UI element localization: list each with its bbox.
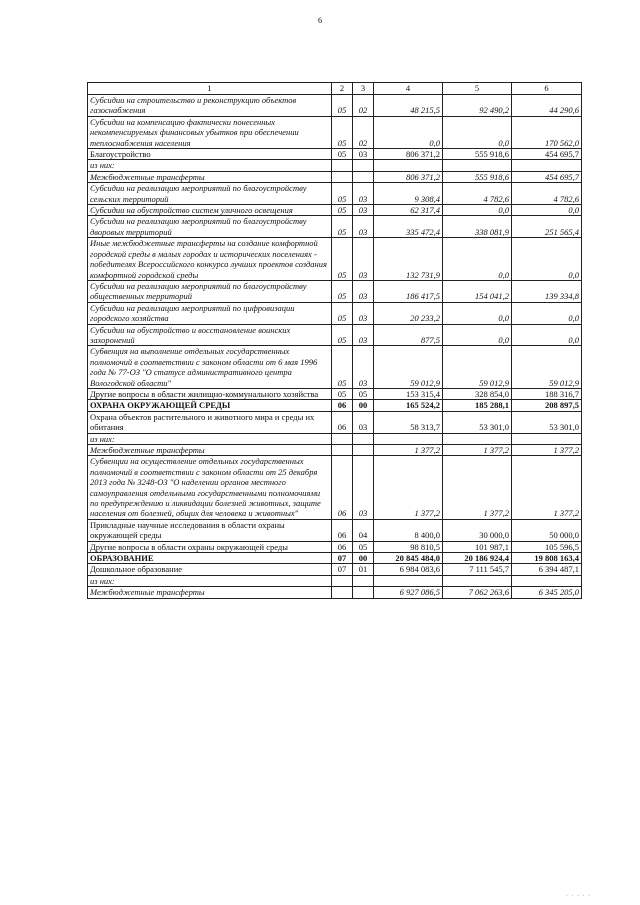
row-value-col-4: 132 731,9 xyxy=(374,238,443,281)
row-subsection-code: 03 xyxy=(353,216,374,238)
table-row xyxy=(88,238,582,281)
row-value-col-6: 454 695,7 xyxy=(512,171,582,182)
row-value-col-6: 0,0 xyxy=(512,302,582,324)
corner-mark: · · · · · xyxy=(566,893,591,899)
table-row xyxy=(88,116,582,148)
row-value-col-6: 251 565,4 xyxy=(512,216,582,238)
row-value-col-5: 7 111 545,7 xyxy=(443,564,512,575)
row-name: Охрана объектов растительного и животного мира и среды их обитания xyxy=(88,411,332,433)
row-value-col-5 xyxy=(443,575,512,586)
table-row xyxy=(88,302,582,324)
table-body xyxy=(88,95,582,599)
row-section-code: 05 xyxy=(332,116,353,148)
table-row xyxy=(88,587,582,598)
table-row xyxy=(88,433,582,444)
row-value-col-5 xyxy=(443,433,512,444)
row-value-col-6 xyxy=(512,575,582,586)
row-value-col-4: 8 400,0 xyxy=(374,519,443,541)
table-row xyxy=(88,216,582,238)
row-value-col-5: 555 918,6 xyxy=(443,149,512,160)
row-value-col-6: 188 316,7 xyxy=(512,388,582,399)
row-section-code: 06 xyxy=(332,519,353,541)
table-row xyxy=(88,346,582,389)
table-row xyxy=(88,205,582,216)
row-name: Другие вопросы в области охраны окружающей среды xyxy=(88,541,332,552)
row-name: Субсидии на строительство и реконструкцию объектов газоснабжения xyxy=(88,95,332,117)
table-row xyxy=(88,388,582,399)
row-value-col-6: 19 808 163,4 xyxy=(512,553,582,564)
row-name: Межбюджетные трансферты xyxy=(88,445,332,456)
row-name: из них: xyxy=(88,433,332,444)
row-value-col-6: 59 012,9 xyxy=(512,346,582,389)
row-section-code xyxy=(332,433,353,444)
row-section-code xyxy=(332,575,353,586)
row-value-col-4: 98 810,5 xyxy=(374,541,443,552)
table-row xyxy=(88,95,582,117)
table-row xyxy=(88,553,582,564)
row-subsection-code xyxy=(353,433,374,444)
row-value-col-6 xyxy=(512,160,582,171)
header-col-5: 5 xyxy=(443,83,512,95)
row-value-col-5: 7 062 263,6 xyxy=(443,587,512,598)
row-name: Межбюджетные трансферты xyxy=(88,587,332,598)
row-subsection-code: 02 xyxy=(353,116,374,148)
header-row xyxy=(88,83,582,95)
row-subsection-code: 03 xyxy=(353,456,374,519)
budget-table xyxy=(87,82,582,599)
row-value-col-5 xyxy=(443,160,512,171)
row-value-col-4: 59 012,9 xyxy=(374,346,443,389)
row-value-col-5: 328 854,0 xyxy=(443,388,512,399)
row-name: Межбюджетные трансферты xyxy=(88,171,332,182)
row-value-col-5: 53 301,0 xyxy=(443,411,512,433)
row-value-col-5: 1 377,2 xyxy=(443,445,512,456)
row-value-col-6: 50 000,0 xyxy=(512,519,582,541)
row-value-col-6: 0,0 xyxy=(512,238,582,281)
row-name: Субсидии на компенсацию фактически понесенных некомпенсируемых финансовых убытков при обеспечении теплоснабжения населения xyxy=(88,116,332,148)
row-value-col-5: 0,0 xyxy=(443,116,512,148)
row-value-col-4: 20 233,2 xyxy=(374,302,443,324)
header-col-2: 2 xyxy=(332,83,353,95)
row-name: из них: xyxy=(88,575,332,586)
row-section-code: 05 xyxy=(332,149,353,160)
row-subsection-code: 03 xyxy=(353,280,374,302)
row-value-col-4: 20 845 484,0 xyxy=(374,553,443,564)
row-section-code: 05 xyxy=(332,388,353,399)
row-value-col-4: 48 215,5 xyxy=(374,95,443,117)
table-row xyxy=(88,160,582,171)
row-name: Субсидии на реализацию мероприятий по благоустройству общественных территорий xyxy=(88,280,332,302)
row-section-code: 05 xyxy=(332,238,353,281)
row-value-col-4: 58 313,7 xyxy=(374,411,443,433)
row-section-code xyxy=(332,160,353,171)
row-value-col-4: 165 524,2 xyxy=(374,400,443,411)
header-col-4: 4 xyxy=(374,83,443,95)
row-section-code xyxy=(332,171,353,182)
row-subsection-code: 00 xyxy=(353,400,374,411)
row-value-col-4 xyxy=(374,160,443,171)
row-value-col-5: 0,0 xyxy=(443,324,512,346)
row-name: Прикладные научные исследования в области охраны окружающей среды xyxy=(88,519,332,541)
row-name: из них: xyxy=(88,160,332,171)
table-row xyxy=(88,564,582,575)
row-value-col-4: 877,5 xyxy=(374,324,443,346)
row-section-code: 05 xyxy=(332,324,353,346)
row-value-col-4 xyxy=(374,575,443,586)
table-row xyxy=(88,183,582,205)
row-value-col-5: 0,0 xyxy=(443,205,512,216)
row-value-col-5: 338 081,9 xyxy=(443,216,512,238)
row-subsection-code: 01 xyxy=(353,564,374,575)
row-value-col-6: 1 377,2 xyxy=(512,456,582,519)
row-value-col-5: 185 288,1 xyxy=(443,400,512,411)
row-name: ОБРАЗОВАНИЕ xyxy=(88,553,332,564)
row-value-col-6: 0,0 xyxy=(512,324,582,346)
row-subsection-code: 05 xyxy=(353,388,374,399)
table-row xyxy=(88,541,582,552)
table-row xyxy=(88,519,582,541)
row-subsection-code: 03 xyxy=(353,238,374,281)
row-section-code xyxy=(332,587,353,598)
row-subsection-code: 03 xyxy=(353,183,374,205)
row-value-col-6: 6 345 205,0 xyxy=(512,587,582,598)
row-name: Иные межбюджетные трансферты на создание комфортной городской среды в малых городах и исторических поселениях - победителях Всероссийского конкурса лучших проектов создания комфортной городской среды xyxy=(88,238,332,281)
row-subsection-code: 04 xyxy=(353,519,374,541)
row-value-col-5: 30 000,0 xyxy=(443,519,512,541)
row-name: Субсидии на реализацию мероприятий по благоустройству дворовых территорий xyxy=(88,216,332,238)
row-section-code: 06 xyxy=(332,456,353,519)
row-subsection-code: 03 xyxy=(353,149,374,160)
row-name: Субсидии на обустройство систем уличного освещения xyxy=(88,205,332,216)
row-value-col-4: 1 377,2 xyxy=(374,445,443,456)
row-value-col-4: 6 984 083,6 xyxy=(374,564,443,575)
table-row xyxy=(88,445,582,456)
row-section-code: 07 xyxy=(332,553,353,564)
row-subsection-code xyxy=(353,575,374,586)
row-subsection-code: 03 xyxy=(353,324,374,346)
row-value-col-5: 154 041,2 xyxy=(443,280,512,302)
row-value-col-4: 806 371,2 xyxy=(374,149,443,160)
table-row xyxy=(88,149,582,160)
row-section-code: 07 xyxy=(332,564,353,575)
table-row xyxy=(88,411,582,433)
row-name: Благоустройство xyxy=(88,149,332,160)
table-header xyxy=(88,83,582,95)
row-value-col-5: 20 186 924,4 xyxy=(443,553,512,564)
row-value-col-5: 555 918,6 xyxy=(443,171,512,182)
row-subsection-code xyxy=(353,445,374,456)
row-value-col-6: 170 562,0 xyxy=(512,116,582,148)
row-section-code: 05 xyxy=(332,346,353,389)
row-value-col-5: 59 012,9 xyxy=(443,346,512,389)
row-subsection-code: 03 xyxy=(353,346,374,389)
table-row xyxy=(88,456,582,519)
row-value-col-6: 53 301,0 xyxy=(512,411,582,433)
row-value-col-5: 101 987,1 xyxy=(443,541,512,552)
row-subsection-code xyxy=(353,160,374,171)
row-subsection-code: 00 xyxy=(353,553,374,564)
table-row xyxy=(88,171,582,182)
row-name: Субсидии на реализацию мероприятий по благоустройству сельских территорий xyxy=(88,183,332,205)
table-row xyxy=(88,400,582,411)
table-row xyxy=(88,324,582,346)
row-value-col-4: 806 371,2 xyxy=(374,171,443,182)
row-subsection-code xyxy=(353,171,374,182)
page-number: 6 xyxy=(318,16,322,25)
row-value-col-6: 454 695,7 xyxy=(512,149,582,160)
row-section-code: 05 xyxy=(332,95,353,117)
row-name: ОХРАНА ОКРУЖАЮЩЕЙ СРЕДЫ xyxy=(88,400,332,411)
row-value-col-5: 92 490,2 xyxy=(443,95,512,117)
row-value-col-6: 44 290,6 xyxy=(512,95,582,117)
header-col-1: 1 xyxy=(88,83,332,95)
row-name: Субвенции на осуществление отдельных государственных полномочий в соответствии с законом области от 25 декабря 2013 года № 3248-ОЗ "О наделении органов местного самоуправления отдельными государственными полномочиями по предупреждению и ликвидации болезней животных, защите населения от болезней, общих для человека и животных" xyxy=(88,456,332,519)
row-value-col-6: 0,0 xyxy=(512,205,582,216)
row-value-col-5: 0,0 xyxy=(443,238,512,281)
row-section-code: 06 xyxy=(332,400,353,411)
row-name: Другие вопросы в области жилищно-коммунального хозяйства xyxy=(88,388,332,399)
row-value-col-6: 6 394 487,1 xyxy=(512,564,582,575)
row-name: Субсидии на обустройство и восстановление воинских захоронений xyxy=(88,324,332,346)
row-section-code: 06 xyxy=(332,411,353,433)
row-value-col-5: 4 782,6 xyxy=(443,183,512,205)
row-section-code: 05 xyxy=(332,216,353,238)
row-value-col-6: 105 596,5 xyxy=(512,541,582,552)
row-value-col-4 xyxy=(374,433,443,444)
row-value-col-4: 335 472,4 xyxy=(374,216,443,238)
row-name: Субвенция на выполнение отдельных государственных полномочий в соответствии с законом области от 6 мая 1996 года № 77-ОЗ "О статусе административного центра Вологодской области" xyxy=(88,346,332,389)
row-value-col-4: 153 315,4 xyxy=(374,388,443,399)
row-section-code: 05 xyxy=(332,280,353,302)
row-name: Субсидии на реализацию мероприятий по цифровизации городского хозяйства xyxy=(88,302,332,324)
row-value-col-6: 139 334,8 xyxy=(512,280,582,302)
row-value-col-4: 62 317,4 xyxy=(374,205,443,216)
row-section-code xyxy=(332,445,353,456)
table-row xyxy=(88,280,582,302)
row-name: Дошкольное образование xyxy=(88,564,332,575)
row-subsection-code: 02 xyxy=(353,95,374,117)
row-subsection-code: 03 xyxy=(353,411,374,433)
row-section-code: 05 xyxy=(332,205,353,216)
row-value-col-6: 1 377,2 xyxy=(512,445,582,456)
header-col-6: 6 xyxy=(512,83,582,95)
row-value-col-4: 1 377,2 xyxy=(374,456,443,519)
row-value-col-5: 0,0 xyxy=(443,302,512,324)
row-section-code: 06 xyxy=(332,541,353,552)
row-value-col-4: 6 927 086,5 xyxy=(374,587,443,598)
row-value-col-5: 1 377,2 xyxy=(443,456,512,519)
row-value-col-4: 0,0 xyxy=(374,116,443,148)
row-value-col-6 xyxy=(512,433,582,444)
header-col-3: 3 xyxy=(353,83,374,95)
row-value-col-4: 9 308,4 xyxy=(374,183,443,205)
table-row xyxy=(88,575,582,586)
row-subsection-code: 03 xyxy=(353,302,374,324)
row-value-col-6: 4 782,6 xyxy=(512,183,582,205)
row-subsection-code: 03 xyxy=(353,205,374,216)
row-section-code: 05 xyxy=(332,183,353,205)
row-subsection-code: 05 xyxy=(353,541,374,552)
row-value-col-6: 208 897,5 xyxy=(512,400,582,411)
row-section-code: 05 xyxy=(332,302,353,324)
row-subsection-code xyxy=(353,587,374,598)
row-value-col-4: 186 417,5 xyxy=(374,280,443,302)
